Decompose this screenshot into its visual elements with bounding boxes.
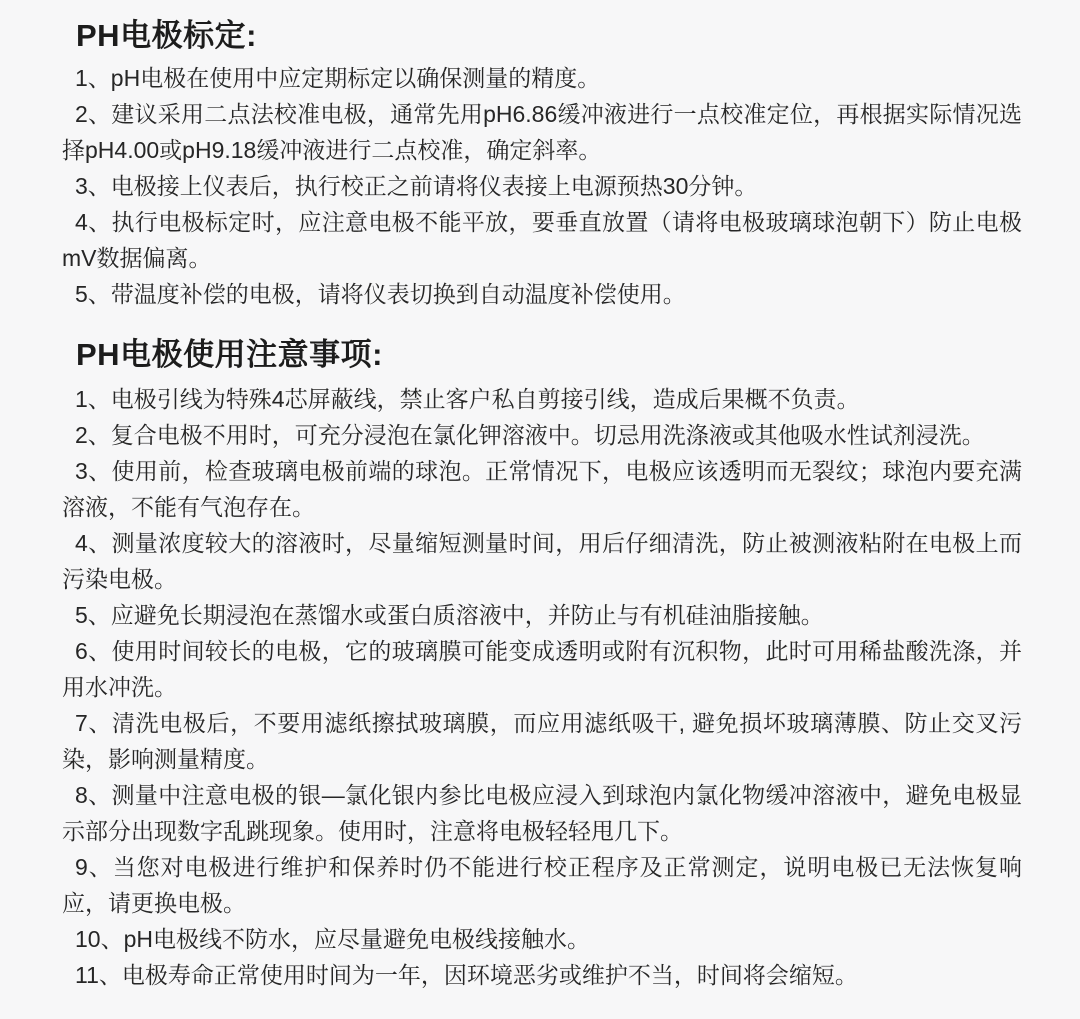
- list-item: 10、pH电极线不防水，应尽量避免电极线接触水。: [75, 926, 590, 952]
- list-item: 7、清洗电极后，不要用滤纸擦拭玻璃膜，而应用滤纸吸干, 避免损坏玻璃薄膜、防止交叉污染，影响测量精度。: [62, 710, 1022, 772]
- list-item: 2、建议采用二点法校准电极，通常先用pH6.86缓冲液进行一点校准定位，再根据实际情况选择pH4.00或pH9.18缓冲液进行二点校准，确定斜率。: [62, 101, 1022, 163]
- list-item: 6、使用时间较长的电极，它的玻璃膜可能变成透明或附有沉积物，此时可用稀盐酸洗涤，并用水冲洗。: [62, 638, 1022, 700]
- list-item: 5、带温度补偿的电极，请将仪表切换到自动温度补偿使用。: [75, 281, 686, 307]
- list-item: 3、使用前，检查玻璃电极前端的球泡。正常情况下，电极应该透明而无裂纹；球泡内要充满溶液，不能有气泡存在。: [62, 458, 1022, 520]
- list-item: 1、pH电极在使用中应定期标定以确保测量的精度。: [75, 65, 601, 91]
- list-item: 8、测量中注意电极的银—氯化银内参比电极应浸入到球泡内氯化物缓冲溶液中，避免电极显示部分出现数字乱跳现象。使用时，注意将电极轻轻甩几下。: [62, 782, 1022, 844]
- list-item: 11、电极寿命正常使用时间为一年，因环境恶劣或维护不当，时间将会缩短。: [75, 962, 858, 988]
- section-title-usage-precautions: PH电极使用注意事项:: [76, 337, 383, 372]
- section-title-calibration: PH电极标定:: [76, 18, 257, 53]
- list-item: 2、复合电极不用时，可充分浸泡在氯化钾溶液中。切忌用洗涤液或其他吸水性试剂浸洗。: [75, 422, 985, 448]
- list-item: 5、应避免长期浸泡在蒸馏水或蛋白质溶液中，并防止与有机硅油脂接触。: [75, 602, 824, 628]
- list-item: 3、电极接上仪表后，执行校正之前请将仪表接上电源预热30分钟。: [75, 173, 758, 199]
- list-item: 9、当您对电极进行维护和保养时仍不能进行校正程序及正常测定，说明电极已无法恢复响应，请更换电极。: [62, 854, 1022, 916]
- section-calibration: [62, 16, 1022, 312]
- list-item: 4、执行电极标定时，应注意电极不能平放，要垂直放置（请将电极玻璃球泡朝下）防止电极mV数据偏离。: [62, 209, 1022, 271]
- list-item: 1、电极引线为特殊4芯屏蔽线，禁止客户私自剪接引线，造成后果概不负责。: [75, 386, 860, 412]
- section-usage-precautions: [62, 334, 1022, 993]
- list-item: 4、测量浓度较大的溶液时，尽量缩短测量时间，用后仔细清洗，防止被测液粘附在电极上而污染电极。: [62, 530, 1022, 592]
